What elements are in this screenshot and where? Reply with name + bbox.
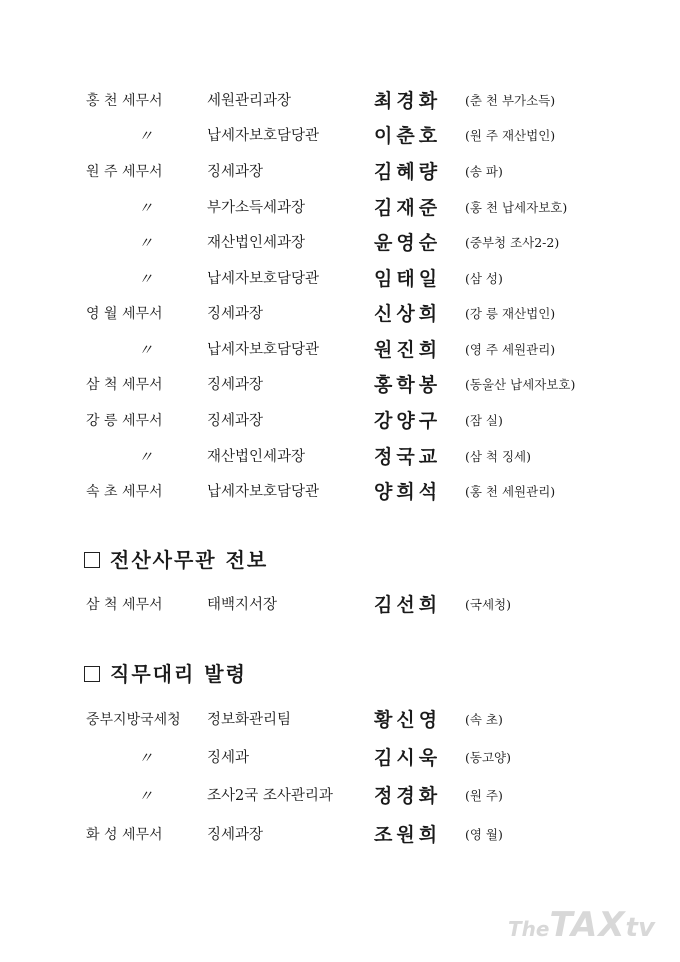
previous-post: (속 초) <box>465 712 503 727</box>
watermark-logo <box>508 905 655 951</box>
person-name: 최경화 <box>374 90 442 112</box>
person-name: 강양구 <box>374 410 442 432</box>
ditto-mark: 〃 <box>138 749 154 767</box>
ditto-mark: 〃 <box>138 448 154 466</box>
department-label: 징세과장 <box>207 306 264 322</box>
section-heading <box>84 545 268 575</box>
office-label: 원 주 세무서 <box>86 164 163 180</box>
section-title: 전산사무관 전보 <box>110 548 269 572</box>
previous-post: (강 릉 재산법인) <box>465 306 556 321</box>
previous-post: (홍 천 세원관리) <box>465 484 556 499</box>
office-label: 강 릉 세무서 <box>86 413 163 429</box>
list-item <box>0 193 680 223</box>
department-label: 징세과장 <box>207 413 264 429</box>
list-item <box>0 406 680 436</box>
office-label: 영 월 세무서 <box>86 306 163 322</box>
previous-post: (홍 천 납세자보호) <box>465 200 568 215</box>
office-label: 속 초 세무서 <box>86 484 163 500</box>
list-item <box>0 157 680 187</box>
section-heading <box>84 659 247 689</box>
previous-post: (동고양) <box>465 750 511 765</box>
person-name: 김시욱 <box>374 747 442 769</box>
person-name: 조원희 <box>374 824 442 846</box>
department-label: 납세자보호담당관 <box>207 128 320 144</box>
list-item <box>0 781 680 811</box>
department-label: 정보화관리팀 <box>207 712 292 728</box>
department-label: 징세과장 <box>207 827 264 843</box>
office-label: 홍 천 세무서 <box>86 93 163 109</box>
office-label: 삼 척 세무서 <box>86 597 163 613</box>
person-name: 임태일 <box>374 268 442 290</box>
list-item <box>0 370 680 400</box>
department-label: 부가소득세과장 <box>207 200 306 216</box>
list-item <box>0 264 680 294</box>
list-item <box>0 228 680 258</box>
list-item <box>0 86 680 116</box>
previous-post: (영 월) <box>465 827 503 842</box>
previous-post: (영 주 세원관리) <box>465 342 556 357</box>
office-label: 화 성 세무서 <box>86 827 163 843</box>
department-label: 징세과장 <box>207 164 264 180</box>
list-item <box>0 442 680 472</box>
ditto-mark: 〃 <box>138 234 154 252</box>
watermark-tax: TAX <box>549 905 626 945</box>
section-title: 직무대리 발령 <box>110 662 247 686</box>
person-name: 양희석 <box>374 481 442 503</box>
list-item <box>0 590 680 620</box>
list-item <box>0 335 680 365</box>
department-label: 조사2국 조사관리과 <box>207 788 333 804</box>
person-name: 김혜량 <box>374 161 442 183</box>
checkbox-square-icon <box>84 666 100 682</box>
previous-post: (원 주) <box>465 788 503 803</box>
list-item <box>0 820 680 850</box>
ditto-mark: 〃 <box>138 199 154 217</box>
department-label: 납세자보호담당관 <box>207 342 320 358</box>
checkbox-square-icon <box>84 552 100 568</box>
person-name: 원진희 <box>374 339 442 361</box>
department-label: 징세과장 <box>207 377 264 393</box>
department-label: 징세과 <box>207 750 250 766</box>
person-name: 이춘호 <box>374 125 442 147</box>
previous-post: (잠 실) <box>465 413 503 428</box>
department-label: 납세자보호담당관 <box>207 484 320 500</box>
previous-post: (춘 천 부가소득) <box>465 93 556 108</box>
previous-post: (국세청) <box>465 597 511 612</box>
person-name: 윤영순 <box>374 232 442 254</box>
previous-post: (송 파) <box>465 164 503 179</box>
person-name: 신상희 <box>374 303 442 325</box>
previous-post: (중부청 조사2-2) <box>465 235 560 250</box>
ditto-mark: 〃 <box>138 127 154 145</box>
person-name: 정국교 <box>374 446 442 468</box>
person-name: 김선희 <box>374 594 442 616</box>
list-item <box>0 477 680 507</box>
previous-post: (원 주 재산법인) <box>465 128 556 143</box>
ditto-mark: 〃 <box>138 270 154 288</box>
department-label: 태백지서장 <box>207 597 278 613</box>
department-label: 재산법인세과장 <box>207 449 306 465</box>
person-name: 정경화 <box>374 785 442 807</box>
ditto-mark: 〃 <box>138 341 154 359</box>
office-label: 중부지방국세청 <box>86 712 181 728</box>
watermark-tv: tv <box>625 913 655 943</box>
ditto-mark: 〃 <box>138 787 154 805</box>
list-item <box>0 121 680 151</box>
person-name: 김재준 <box>374 197 442 219</box>
list-item <box>0 705 680 735</box>
person-name: 홍학봉 <box>374 374 442 396</box>
person-name: 황신영 <box>374 709 442 731</box>
department-label: 납세자보호담당관 <box>207 271 320 287</box>
previous-post: (삼 성) <box>465 271 503 286</box>
department-label: 세원관리과장 <box>207 93 292 109</box>
department-label: 재산법인세과장 <box>207 235 306 251</box>
watermark-the: The <box>508 917 550 941</box>
office-label: 삼 척 세무서 <box>86 377 163 393</box>
list-item <box>0 299 680 329</box>
previous-post: (삼 척 징세) <box>465 449 532 464</box>
list-item <box>0 743 680 773</box>
previous-post: (동울산 납세자보호) <box>465 377 576 392</box>
